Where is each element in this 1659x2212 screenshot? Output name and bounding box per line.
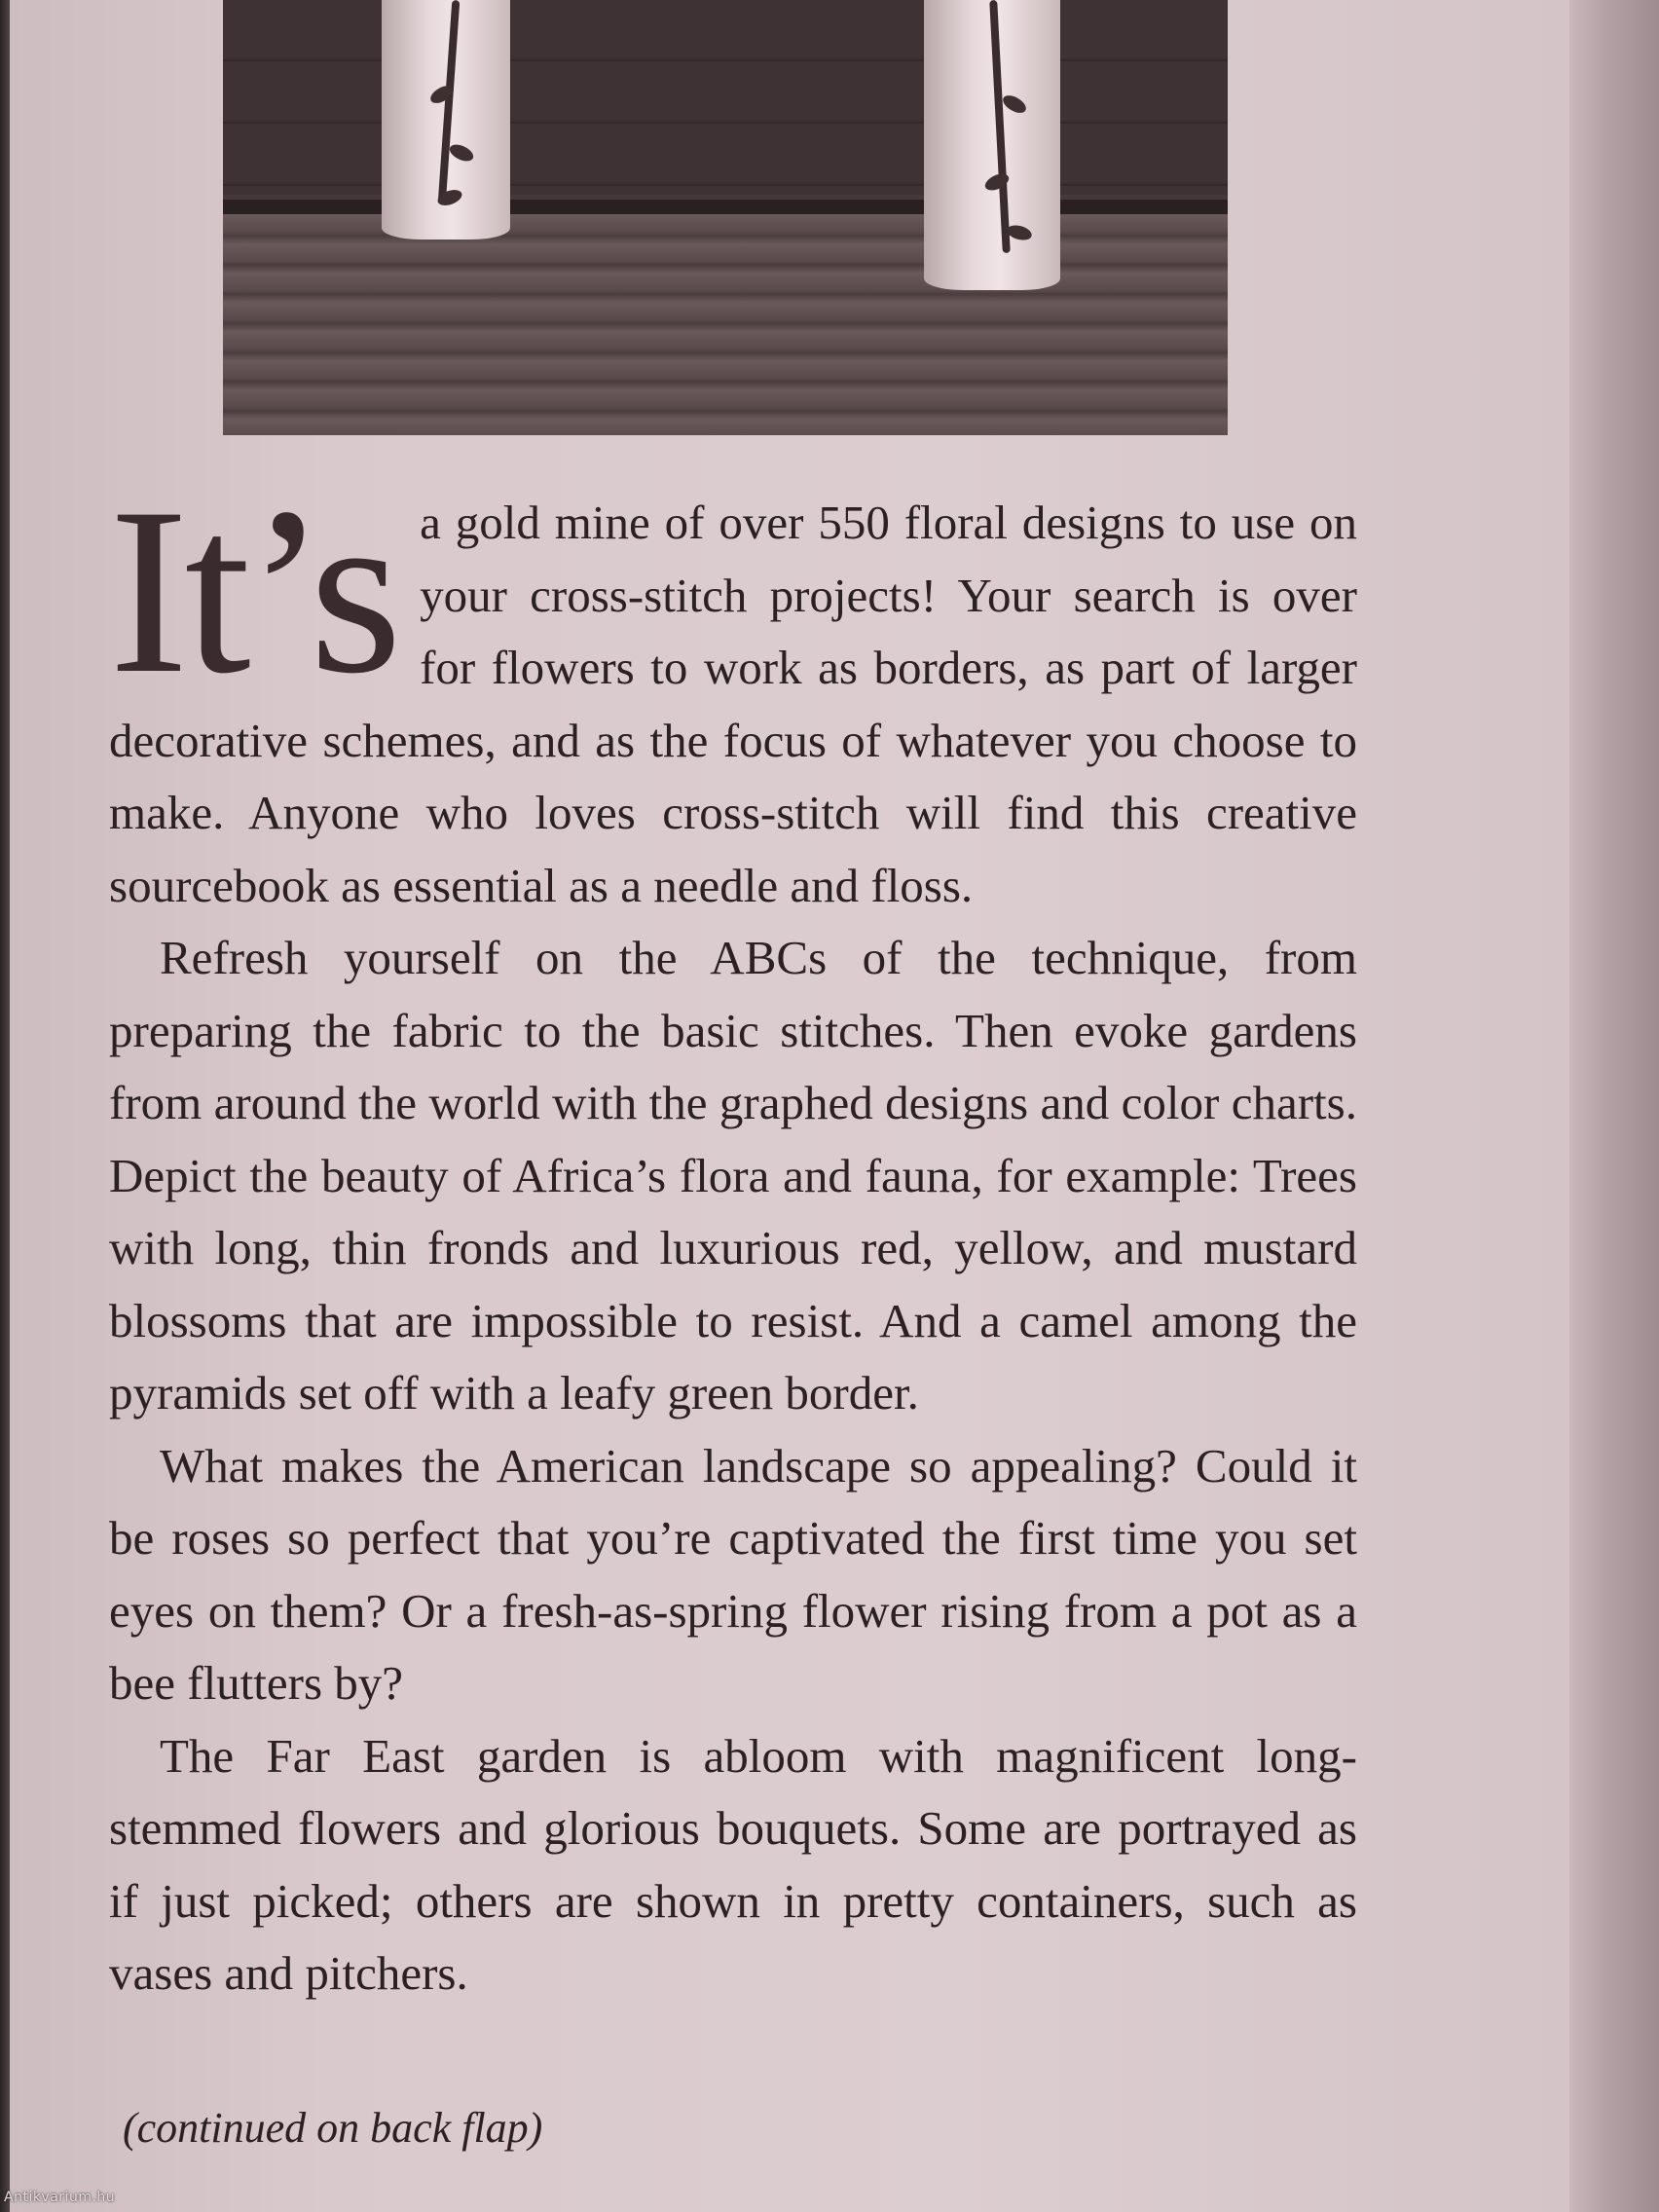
drop-cap: It’s <box>109 459 399 722</box>
paragraph-american: What makes the American landscape so appealing? Could it be roses so perfect that you’re captivated the first time you set eyes on them? Or a fresh-as-spring flower rising from a pot as a bee flutters by? <box>109 1438 1357 1710</box>
cover-photo <box>223 0 1228 435</box>
photo-wooden-shelf <box>223 214 1228 435</box>
paragraph-technique: Refresh yourself on the ABCs of the technique, from preparing the fabric to the basic stitches. Then evoke gardens from around the world with the graphed designs and color charts. Depict the beauty of Africa’s flora and fauna, for example: Trees with long, thin fronds and luxurious red, yellow, and mustard blossoms that are impossible to resist. And a camel among the pyramids set off with a leafy green border. <box>109 931 1357 1419</box>
page-edge <box>1569 0 1659 2212</box>
paragraph-far-east: The Far East garden is abloom with magnificent long-stemmed flowers and glorious bouquets. Some are portrayed as if just picked; others are shown in pretty containers, such as vases and pitchers. <box>109 1728 1357 2000</box>
flap-copy <box>109 459 1357 2010</box>
continued-note: (continued on back flap) <box>123 2104 543 2152</box>
photo-wall <box>223 0 1228 195</box>
paragraph-intro: a gold mine of over 550 floral designs to use on your cross-stitch projects! Your search is over for flowers to work as borders, as part of larger decorative schemes, and as the focus of whatever you choose to make. Anyone who loves cross-stitch will find this creative sourcebook as essential as a needle and floss. <box>109 496 1357 912</box>
watermark: Antikvarium.hu <box>4 2190 116 2205</box>
